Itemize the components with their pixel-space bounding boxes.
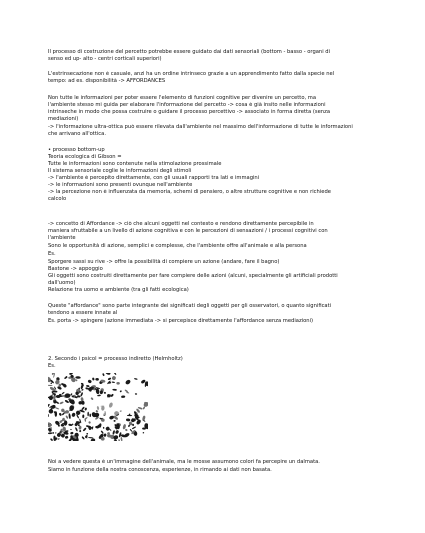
text-line: Es. xyxy=(48,251,56,257)
text-line: Il sistema sensoriale coglie le informazioni degli stimoli xyxy=(48,168,192,174)
text-line: mediazioni) xyxy=(48,116,79,122)
text-line: • processo bottom-up xyxy=(48,147,105,153)
photo-clearing xyxy=(96,398,124,416)
text-line: tempo: ad es. disponibilità -> AFFORDANCES xyxy=(48,78,166,84)
text-line: intrinseche in modo che possa costruire o guidare il processo percettivo -> associato in forma diretta (senza xyxy=(48,109,330,115)
text-line: senso ed up- alto - centri corticali superiori) xyxy=(48,56,162,62)
text-line: Bastone -> appoggio xyxy=(48,266,103,272)
photo-blot xyxy=(56,395,60,398)
text-line: Tutte le informazioni sono contenute nella stimolazione prossimale xyxy=(48,161,222,167)
text-line: Gli oggetti sono costruiti direttamente per fare compiere delle azioni (alcuni, specialmente gli artificiali prodotti xyxy=(48,273,338,279)
text-line: Il processo di costruzione del percetto potrebbe essere guidato dai dati sensoriali (bottom - basso - organi di xyxy=(48,49,331,55)
section-heading: 2. Secondo i psicol = processo indiretto (Helmholtz) xyxy=(48,356,183,362)
text-line: Sono le opportunità di azione, semplici e complesse, che l'ambiente offre all'animale e alla persona xyxy=(48,243,307,249)
text-line: calcolo xyxy=(48,196,67,202)
text-line: Sporgere sassi su rive -> offre la possibilità di compiere un azione (andare, fare il bagno) xyxy=(48,259,280,265)
text-line: Es. xyxy=(48,363,56,369)
text-line: tendono a essere innate al xyxy=(48,310,118,316)
text-line: L'estrinsecazione non è casuale, anzi ha un ordine intrinseco grazie a un apprendimento fatto dalla specie nel xyxy=(48,71,335,77)
text-line: -> l'informazione ultra-ottica può essere rilevata dall'ambiente nel massimo dell'informazione di tutte le informazioni xyxy=(48,124,353,130)
text-line: maniera sfruttabile a un livello di azione cognitiva e con le percezioni di sensazioni / i processi cognitivi con xyxy=(48,228,328,234)
text-line: Non tutte le informazioni per poter essere l'elemento di funzioni cognitive per divenire un percetto, ma xyxy=(48,95,317,101)
text-line: -> le informazioni sono presenti ovunque nell'ambiente xyxy=(48,182,193,188)
text-line: che arrivano all'ottica. xyxy=(48,131,106,137)
text-line: -> la percezione non è influenzata da memoria, schemi di pensiero, o altre strutture cognitive e non richiede xyxy=(48,189,331,195)
text-line: Queste "affordance" sono parte integrante dei significati degli oggetti per gli osservatori, o quanto significati xyxy=(48,303,332,309)
text-line: l'ambiente stesso mi guida per elaborare l'informazione del percetto -> cosa è già insito nelle informazioni xyxy=(48,102,326,108)
dalmatian-photo xyxy=(48,373,148,441)
text-line: Noi a vedere questa è un'immagine dell'animale, ma le mosse assumono colori fa percepire un dalmata. xyxy=(48,459,320,465)
text-line: -> concetto di Affordance -> ciò che alcuni oggetti nel contesto e rendono direttamente percepibile in xyxy=(48,221,314,227)
text-line: l'ambiente xyxy=(48,235,76,241)
text-line: dall'uomo) xyxy=(48,280,76,286)
text-line: Relazione tra uomo e ambiente (tra gli fatti ecologica) xyxy=(48,287,189,293)
text-line: Teoria ecologica di Gibson = xyxy=(48,154,122,160)
text-line: -> l'ambiente è percepito direttamente, con gli usuali rapporti tra lati e immagini xyxy=(48,175,260,181)
text-line: Siamo in funzione della nostra conoscenza, esperienze, in rimando ai dati non basata. xyxy=(48,467,272,473)
text-line: Es. porta -> spingere (azione immediata -> si percepisce direttamente l'affordance senza mediazioni) xyxy=(48,318,314,324)
